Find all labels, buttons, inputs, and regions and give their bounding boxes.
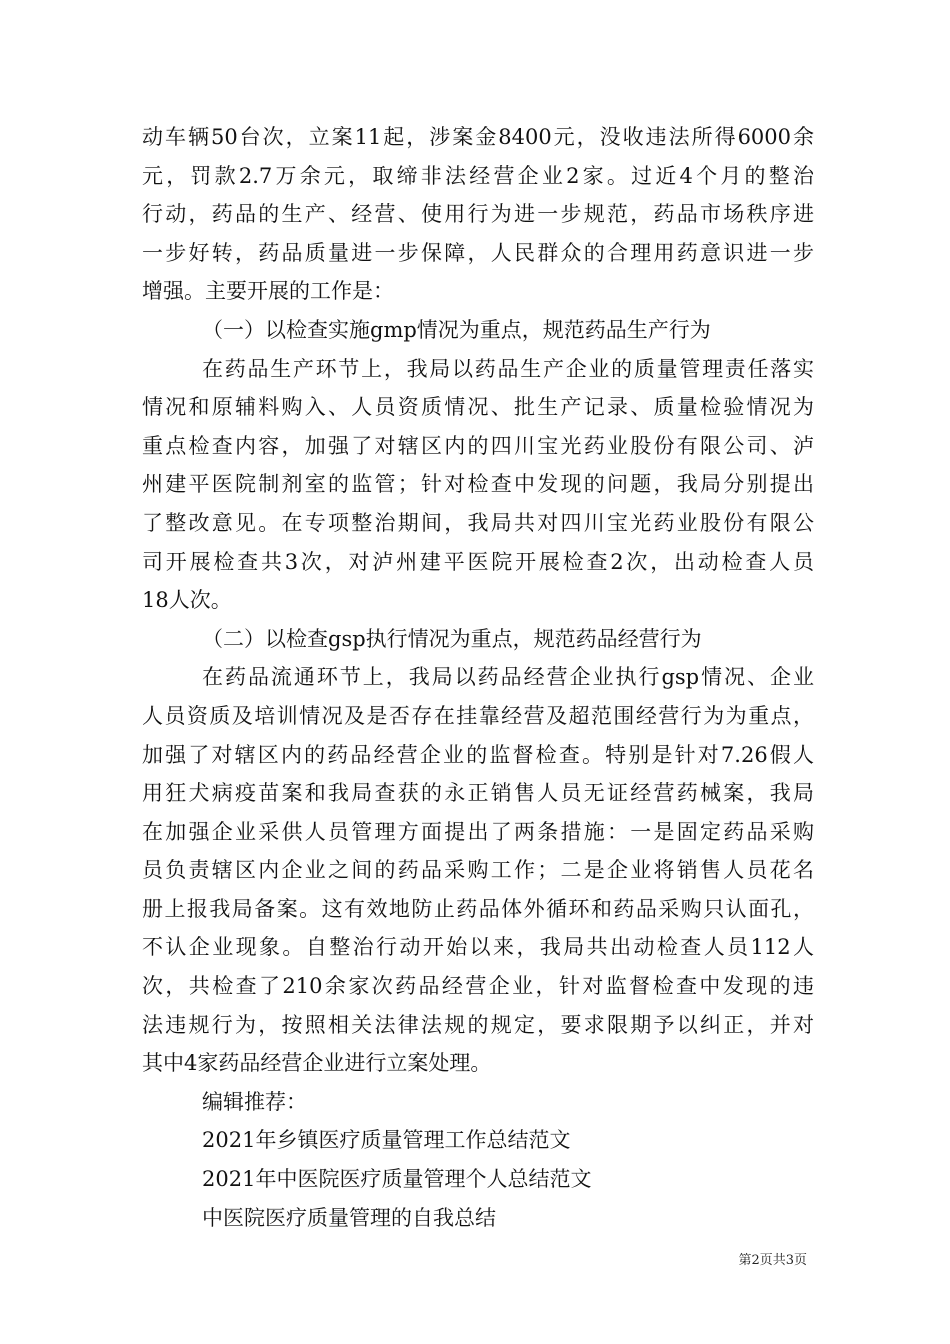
text-line: 编辑推荐： [202, 1089, 307, 1114]
text-line: 情况和原辅料购入、人员资质情况、批生产记录、质量检验情况为 [142, 395, 814, 420]
text-line: （一）以检查实施gmp情况为重点，规范药品生产行为 [202, 317, 711, 342]
text-line: 在药品流通环节上，我局以药品经营企业执行gsp情况、企业 [202, 665, 814, 690]
text-line: 2021年中医院医疗质量管理个人总结范文 [202, 1167, 592, 1192]
text-line: 加强了对辖区内的药品经营企业的监督检查。特别是针对7.26假人 [142, 742, 814, 767]
text-line: 增强。主要开展的工作是： [142, 279, 394, 304]
text-line: （二）以检查gsp执行情况为重点，规范药品经营行为 [202, 626, 702, 651]
text-line: 法违规行为，按照相关法律法规的规定，要求限期予以纠正，并对 [142, 1012, 814, 1037]
text-line: 不认企业现象。自整治行动开始以来，我局共出动检查人员112人 [142, 935, 814, 960]
text-line: 行动，药品的生产、经营、使用行为进一步规范，药品市场秩序进 [142, 202, 814, 227]
document-body [142, 118, 814, 1237]
text-line: 18人次。 [142, 588, 232, 613]
text-line: 动车辆50台次，立案11起，涉案金8400元，没收违法所得6000余 [142, 125, 814, 149]
text-line: 用狂犬病疫苗案和我局查获的永正销售人员无证经营药械案，我局 [142, 781, 814, 806]
text-line: 重点检查内容，加强了对辖区内的四川宝光药业股份有限公司、泸 [142, 433, 814, 458]
text-line: 了整改意见。在专项整治期间，我局共对四川宝光药业股份有限公 [142, 510, 814, 535]
text-line: 其中4家药品经营企业进行立案处理。 [142, 1051, 492, 1076]
text-line: 2021年乡镇医疗质量管理工作总结范文 [202, 1128, 571, 1153]
text-line: 司开展检查共3次，对泸州建平医院开展检查2次，出动检查人员 [142, 549, 814, 574]
text-line: 元，罚款2.7万余元，取缔非法经营企业2家。过近4个月的整治 [142, 163, 814, 188]
text-line: 在加强企业采供人员管理方面提出了两条措施：一是固定药品采购 [142, 819, 814, 844]
page-number: 第2页共3页 [738, 1253, 807, 1268]
text-line: 员负责辖区内企业之间的药品采购工作；二是企业将销售人员花名 [142, 858, 814, 883]
text-line: 中医院医疗质量管理的自我总结 [202, 1205, 496, 1230]
text-line: 一步好转，药品质量进一步保障，人民群众的合理用药意识进一步 [142, 240, 814, 265]
text-line: 册上报我局备案。这有效地防止药品体外循环和药品采购只认面孔， [142, 896, 814, 921]
text-line: 次，共检查了210余家次药品经营企业，针对监督检查中发现的违 [142, 974, 814, 999]
text-line: 人员资质及培训情况及是否存在挂靠经营及超范围经营行为为重点， [142, 703, 814, 728]
text-line: 州建平医院制剂室的监管；针对检查中发现的问题，我局分别提出 [142, 472, 814, 497]
text-line: 在药品生产环节上，我局以药品生产企业的质量管理责任落实 [202, 356, 814, 381]
